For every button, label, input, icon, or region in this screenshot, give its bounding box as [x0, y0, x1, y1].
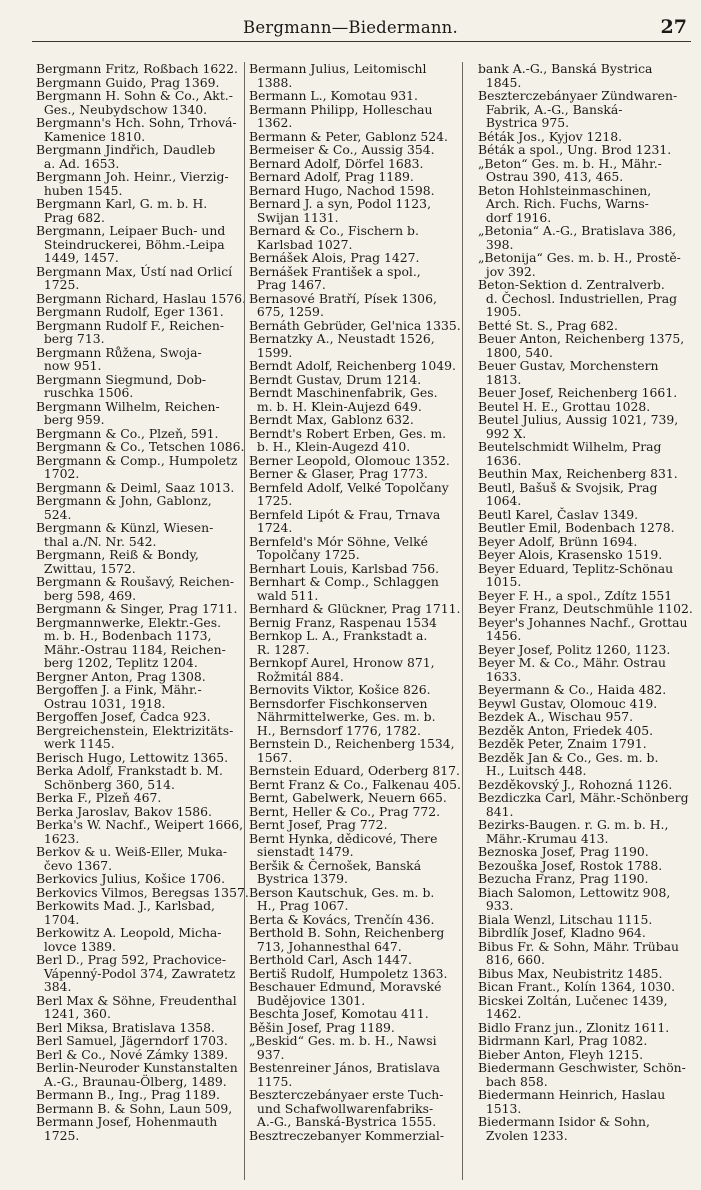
- directory-entry-line: berg 713.: [36, 331, 105, 346]
- directory-entry-line: Bernasové Bratří, Písek 1306,: [249, 290, 437, 306]
- directory-entry-line: Béták a spol., Ung. Brod 1231.: [478, 142, 672, 157]
- directory-entry-line: Berl Miksa, Bratislava 1358.: [36, 1019, 215, 1035]
- directory-entry-line: H., Prag 1067.: [249, 898, 349, 913]
- directory-entry-line: 1813.: [478, 371, 522, 387]
- page-number: 27: [660, 16, 687, 38]
- directory-entry-line: Berthold Carl, Asch 1447.: [249, 952, 412, 967]
- directory-entry-line: Beuer Anton, Reichenberg 1375,: [478, 331, 685, 346]
- directory-entry-line: berg 598, 469.: [36, 587, 137, 603]
- directory-entry-line: „Betonija“ Ges. m. b. H., Prostě-: [478, 250, 681, 265]
- directory-entry-line: Bermeiser & Co., Aussig 354.: [249, 142, 435, 157]
- directory-entry-line: Beuthin Max, Reichenberg 831.: [478, 466, 678, 481]
- directory-entry-line: Bicskei Zoltán, Lučenec 1439,: [478, 992, 668, 1008]
- directory-entry-line: Bernáth Gebrüder, Gel'nica 1335.: [249, 317, 461, 333]
- directory-entry-line: Bermann L., Komotau 931.: [249, 88, 418, 103]
- directory-entry-line: Biach Salomon, Lettowitz 908,: [478, 884, 671, 900]
- directory-entry-line: Swijan 1131.: [249, 209, 339, 225]
- directory-entry-line: Bergmann Wilhelm, Reichen-: [36, 398, 220, 414]
- directory-entry-line: Beyer Eduard, Teplitz-Schönau: [478, 560, 674, 576]
- directory-entry-line: Bergmann & Co., Tetschen 1086.: [36, 439, 245, 454]
- directory-entry-line: „Beskid“ Ges. m. b. H., Nawsi: [249, 1033, 437, 1048]
- directory-entry-line: Karlsbad 1027.: [249, 236, 353, 252]
- directory-entry-line: Bergmann & Co., Plzeň, 591.: [36, 425, 219, 441]
- directory-entry-line: Bergmann & Roušavý, Reichen-: [36, 574, 235, 589]
- directory-entry-line: lovce 1389.: [36, 938, 116, 954]
- directory-entry-line: Bergmann H. Sohn & Co., Akt.-: [36, 88, 233, 103]
- directory-entry-line: Bernovits Viktor, Košice 826.: [249, 682, 431, 697]
- directory-entry-line: Bezděk Jan & Co., Ges. m. b.: [478, 749, 659, 765]
- directory-entry-line: 937.: [249, 1046, 285, 1062]
- directory-entry-line: Nährmittelwerke, Ges. m. b.: [249, 709, 436, 724]
- directory-entry-line: Prag 682.: [36, 209, 105, 225]
- directory-entry-line: Berta & Kovács, Trenčín 436.: [249, 911, 435, 927]
- directory-entry-line: Bergmann Guido, Prag 1369.: [36, 74, 220, 90]
- directory-entry-line: 816, 660.: [478, 952, 545, 967]
- directory-entry-line: Bergmann, Leipaer Buch- und: [36, 223, 226, 238]
- directory-entry-line: Bergmann Jindřich, Daudleb: [36, 142, 216, 157]
- directory-entry-line: Bystrica 1379.: [249, 871, 348, 886]
- directory-entry-line: Bernhard & Glückner, Prag 1711.: [249, 601, 461, 616]
- directory-entry-line: 1462.: [478, 1006, 522, 1021]
- directory-entry-line: Bermann & Peter, Gablonz 524.: [249, 128, 448, 144]
- directory-entry-line: 992 X.: [478, 425, 527, 441]
- directory-entry-line: jov 392.: [478, 263, 536, 279]
- directory-entry-line: 1845.: [478, 74, 522, 90]
- directory-column-1: [36, 61, 249, 1182]
- directory-entry-line: Beschta Josef, Komotau 411.: [249, 1006, 429, 1021]
- directory-entry-line: Berka's W. Nachf., Weipert 1666,: [36, 817, 244, 832]
- directory-entry-line: Biala Wenzl, Litschau 1115.: [478, 911, 653, 927]
- directory-entry-line: 1633.: [478, 668, 522, 684]
- directory-entry-line: Berner Leopold, Olomouc 1352.: [249, 452, 450, 468]
- directory-entry-line: 1704.: [36, 911, 80, 927]
- directory-entry-line: huben 1545.: [36, 182, 123, 198]
- directory-entry-line: H., Bernsdorf 1776, 1782.: [249, 722, 421, 738]
- directory-entry-line: Berndt Gustav, Drum 1214.: [249, 371, 422, 387]
- directory-entry-line: Bergmann Joh. Heinr., Vierzig-: [36, 169, 229, 184]
- directory-entry-line: Bernard Adolf, Dörfel 1683.: [249, 155, 424, 171]
- directory-entry-line: Berkowits Mad. J., Karlsbad,: [36, 898, 215, 913]
- directory-entry-line: Berisch Hugo, Lettowitz 1365.: [36, 749, 229, 765]
- directory-entry-line: 1623.: [36, 830, 80, 846]
- directory-entry-line: Berson Kautschuk, Ges. m. b.: [249, 884, 435, 900]
- directory-entry-line: Bergoffen Josef, Čadca 923.: [36, 709, 211, 724]
- directory-entry-line: Bernkopf Aurel, Hronow 871,: [249, 655, 435, 670]
- directory-entry-line: Beutel H. E., Grottau 1028.: [478, 398, 651, 414]
- directory-entry-line: 1241, 360.: [36, 1006, 111, 1021]
- directory-entry-line: Beutl, Bašuš & Svojsik, Prag: [478, 479, 658, 495]
- directory-entry-line: Berl Samuel, Jägerndorf 1703.: [36, 1033, 228, 1048]
- directory-entry-line: 1064.: [478, 493, 522, 508]
- directory-entry-line: Bernt, Heller & Co., Prag 772.: [249, 803, 441, 819]
- directory-entry-line: Bernstein D., Reichenberg 1534,: [249, 736, 455, 751]
- directory-entry-line: Bergmann & Künzl, Wiesen-: [36, 520, 214, 535]
- directory-entry-line: Beyer Josef, Politz 1260, 1123.: [478, 641, 671, 657]
- directory-entry-line: Bernfeld's Mór Söhne, Velké: [249, 533, 428, 549]
- directory-entry-line: Beutel Julius, Aussig 1021, 739,: [478, 412, 679, 427]
- directory-entry-line: Bernig Franz, Raspenau 1534: [249, 614, 437, 630]
- directory-entry-line: Betté St. S., Prag 682.: [478, 317, 618, 333]
- directory-entry-line: Bergmann, Reiß & Bondy,: [36, 547, 199, 562]
- directory-entry-line: und Schafwollwarenfabriks-: [249, 1100, 434, 1116]
- directory-entry-line: Bibus Max, Neubistritz 1485.: [478, 965, 663, 981]
- directory-entry-line: 675, 1259.: [249, 304, 324, 319]
- directory-entry-line: 384.: [36, 979, 72, 994]
- directory-entry-line: Bernt Hynka, dědicové, There: [249, 830, 438, 846]
- directory-entry-line: Beyer Alois, Krasensko 1519.: [478, 547, 663, 562]
- directory-entry-line: 1456.: [478, 628, 522, 643]
- directory-entry-line: A.-G., Braunau-Ölberg, 1489.: [36, 1073, 227, 1089]
- directory-entry-line: 1800, 540.: [478, 344, 553, 360]
- directory-entry-line: 1449, 1457.: [36, 250, 119, 265]
- directory-entry-line: Berkov & u. Weiß-Eller, Muka-: [36, 844, 228, 859]
- directory-entry-line: Berndt Adolf, Reichenberg 1049.: [249, 358, 456, 373]
- directory-entry-line: Bernkop L. A., Frankstadt a.: [249, 628, 428, 643]
- directory-entry-line: Rožmitál 884.: [249, 668, 344, 684]
- directory-entry-line: Bergmann Siegmund, Dob-: [36, 371, 207, 387]
- page-title: Bergmann—Biedermann.: [243, 18, 458, 37]
- directory-entry-line: Bernatzky A., Neustadt 1526,: [249, 331, 435, 346]
- directory-entry-line: Topolčany 1725.: [249, 547, 360, 562]
- directory-entry-line: Bezdiczka Carl, Mähr.-Schönberg: [478, 790, 689, 805]
- directory-entry-line: Beršik & Černošek, Banská: [249, 857, 422, 873]
- directory-entry-line: Beyermann & Co., Haida 482.: [478, 682, 667, 697]
- directory-entry-line: Beschauer Edmund, Moravské: [249, 979, 442, 994]
- directory-entry-line: Bernt, Gabelwerk, Neuern 665.: [249, 790, 447, 805]
- directory-entry-line: berg 1202, Teplitz 1204.: [36, 655, 198, 670]
- directory-entry-line: 1567.: [249, 749, 293, 765]
- directory-column-2: [249, 61, 461, 1182]
- directory-entry-line: 841.: [478, 803, 514, 819]
- directory-entry-line: Berkovics Vilmos, Beregsas 1357.: [36, 884, 249, 900]
- directory-entry-line: Bezouška Josef, Rostok 1788.: [478, 857, 663, 873]
- directory-entry-line: Bergmann Max, Ústí nad Orlicí: [36, 263, 233, 279]
- directory-entry-line: Beyer's Johannes Nachf., Grottau: [478, 614, 688, 630]
- directory-entry-line: now 951.: [36, 358, 102, 373]
- directory-entry-line: 398.: [478, 236, 514, 252]
- directory-entry-line: Berl & Co., Nové Zámky 1389.: [36, 1046, 229, 1062]
- directory-entry-line: a. Ad. 1653.: [36, 155, 120, 171]
- directory-entry-line: Biedermann Geschwister, Schön-: [478, 1060, 686, 1075]
- directory-entry-line: Bernfeld Lipót & Frau, Trnava: [249, 506, 441, 522]
- directory-entry-line: 1724.: [249, 520, 293, 535]
- directory-entry-line: Berner & Glaser, Prag 1773.: [249, 466, 428, 481]
- directory-entry-line: Biedermann Heinrich, Haslau: [478, 1087, 666, 1102]
- directory-entry-line: Berthold B. Sohn, Reichenberg: [249, 925, 445, 940]
- directory-entry-line: Steindruckerei, Böhm.-Leipa: [36, 236, 225, 252]
- directory-entry-line: m. b. H. Klein-Aujezd 649.: [249, 398, 422, 414]
- directory-entry-line: Ges., Neubydschow 1340.: [36, 101, 208, 117]
- directory-entry-line: Bergmann Fritz, Roßbach 1622.: [36, 61, 238, 76]
- column-divider: [462, 62, 463, 1180]
- directory-entry-line: Beszterczebányaer Zündwaren-: [478, 88, 678, 103]
- directory-entry-line: Bibus Fr. & Sohn, Mähr. Trübau: [478, 938, 680, 954]
- directory-entry-line: Bergmann & Singer, Prag 1711.: [36, 601, 238, 616]
- directory-entry-line: Kamenice 1810.: [36, 128, 146, 144]
- directory-entry-line: 1725.: [36, 1127, 80, 1143]
- directory-entry-line: Bergreichenstein, Elektrizitäts-: [36, 722, 234, 738]
- directory-entry-line: „Beton“ Ges. m. b. H., Mähr.-: [478, 155, 662, 171]
- directory-entry-line: Bergoffen J. a Fink, Mähr.-: [36, 682, 202, 697]
- directory-entry-line: Bernášek Alois, Prag 1427.: [249, 250, 420, 265]
- directory-entry-line: bach 858.: [478, 1073, 548, 1089]
- directory-entry-line: Beyer F. H., a spol., Zdítz 1551: [478, 587, 673, 603]
- directory-entry-line: Beuer Gustav, Morchenstern: [478, 358, 659, 373]
- directory-entry-line: Bermann Julius, Leitomischl: [249, 61, 427, 76]
- directory-entry-line: „Betonia“ A.-G., Bratislava 386,: [478, 223, 677, 238]
- directory-entry-line: Bergmann Karl, G. m. b. H.: [36, 196, 208, 211]
- directory-entry-line: 1015.: [478, 574, 522, 589]
- directory-entry-line: b. H., Klein-Augezd 410.: [249, 439, 411, 454]
- directory-entry-line: Bergmannwerke, Elektr.-Ges.: [36, 614, 222, 630]
- directory-entry-line: Bestenreiner János, Bratislava: [249, 1060, 440, 1075]
- directory-entry-line: Ostrau 1031, 1918.: [36, 695, 166, 711]
- directory-entry-line: Berndt Maschinenfabrik, Ges.: [249, 385, 438, 400]
- directory-entry-line: 1513.: [478, 1100, 522, 1116]
- directory-entry-line: Bernášek František a spol.,: [249, 263, 421, 279]
- directory-entry-line: Bergmann's Hch. Sohn, Trhová-: [36, 115, 237, 130]
- directory-entry-line: 1725.: [249, 493, 293, 508]
- directory-entry-line: Bermann B. & Sohn, Laun 509,: [36, 1100, 233, 1116]
- directory-entry-line: 1636.: [478, 452, 522, 468]
- directory-entry-line: Schönberg 360, 514.: [36, 776, 175, 792]
- directory-entry-line: Bernstein Eduard, Oderberg 817.: [249, 763, 460, 778]
- directory-entry-line: 1388.: [249, 74, 293, 90]
- directory-entry-line: Bystrica 975.: [478, 115, 570, 130]
- directory-entry-line: Beyer M. & Co., Mähr. Ostrau: [478, 655, 666, 670]
- directory-entry-line: Bermann Philipp, Holleschau: [249, 101, 433, 117]
- directory-entry-line: Bermann Josef, Hohenmauth: [36, 1114, 218, 1129]
- column-divider: [244, 62, 245, 1180]
- directory-entry-line: Bernt Josef, Prag 772.: [249, 817, 388, 832]
- directory-entry-line: berg 959.: [36, 412, 105, 427]
- directory-entry-line: Berndt's Robert Erben, Ges. m.: [249, 425, 447, 441]
- directory-entry-line: Beton-Sektion d. Zentralverb.: [478, 277, 665, 292]
- directory-entry-line: Berka Jaroslav, Bakov 1586.: [36, 803, 212, 819]
- directory-entry-line: čevo 1367.: [36, 857, 113, 873]
- directory-entry-line: d. Čechosl. Industriellen, Prag: [478, 290, 678, 306]
- directory-entry-line: Bergmann Růžena, Swoja-: [36, 344, 202, 360]
- directory-entry-line: Bergmann Richard, Haslau 1576.: [36, 290, 246, 306]
- directory-entry-line: A.-G., Banská-Bystrica 1555.: [249, 1114, 437, 1129]
- directory-entry-line: 1702.: [36, 466, 80, 481]
- directory-entry-line: dorf 1916.: [478, 209, 552, 225]
- directory-entry-line: thal a./N. Nr. 542.: [36, 533, 157, 549]
- directory-entry-line: Berl D., Prag 592, Prachovice-: [36, 952, 227, 967]
- directory-entry-line: Beznoska Josef, Prag 1190.: [478, 844, 649, 859]
- directory-entry-line: Bergmann & Deiml, Saaz 1013.: [36, 479, 235, 495]
- directory-entry-line: Vápenný-Podol 374, Zawratetz: [36, 965, 236, 981]
- directory-entry-line: Budějovice 1301.: [249, 992, 366, 1008]
- directory-entry-line: Bermann B., Ing., Prag 1189.: [36, 1087, 220, 1102]
- directory-entry-line: 933.: [478, 898, 514, 913]
- directory-entry-line: bank A.-G., Banská Bystrica: [478, 61, 653, 76]
- directory-entry-line: Zvolen 1233.: [478, 1127, 568, 1143]
- directory-entry-line: Bergner Anton, Prag 1308.: [36, 668, 206, 684]
- directory-entry-line: Beyer Franz, Deutschmühle 1102.: [478, 601, 693, 616]
- directory-entry-line: 1362.: [249, 115, 293, 130]
- directory-entry-line: Ostrau 390, 413, 465.: [478, 169, 624, 184]
- directory-entry-line: Bieber Anton, Fleyh 1215.: [478, 1046, 644, 1062]
- directory-entry-line: Berkowitz A. Leopold, Micha-: [36, 925, 222, 940]
- directory-entry-line: Arch. Rich. Fuchs, Warns-: [478, 196, 649, 211]
- directory-entry-line: H., Luitsch 448.: [478, 763, 587, 778]
- directory-entry-line: Bernard J. a syn, Podol 1123,: [249, 196, 432, 211]
- directory-entry-line: werk 1145.: [36, 736, 115, 751]
- directory-entry-line: Bernard & Co., Fischern b.: [249, 223, 419, 238]
- directory-entry-line: Bezucha Franz, Prag 1190.: [478, 871, 649, 886]
- directory-entry-line: Zwittau, 1572.: [36, 560, 136, 576]
- directory-entry-line: Běšin Josef, Prag 1189.: [249, 1019, 395, 1035]
- directory-entry-line: Bezirks-Baugen. r. G. m. b. H.,: [478, 817, 669, 832]
- directory-entry-line: Bernsdorfer Fischkonserven: [249, 695, 428, 711]
- directory-entry-line: Bibrdlík Josef, Kladno 964.: [478, 925, 646, 940]
- directory-entry-line: Béták Jos., Kyjov 1218.: [478, 128, 623, 144]
- directory-entry-line: Mähr.-Ostrau 1184, Reichen-: [36, 641, 226, 657]
- directory-entry-line: Beyer Adolf, Brünn 1694.: [478, 533, 638, 549]
- directory-entry-line: Beuer Josef, Reichenberg 1661.: [478, 385, 678, 400]
- directory-entry-line: Berka Adolf, Frankstadt b. M.: [36, 763, 223, 778]
- directory-entry-line: Beutelschmidt Wilhelm, Prag: [478, 439, 662, 454]
- directory-entry-line: Biedermann Isidor & Sohn,: [478, 1114, 650, 1129]
- directory-entry-line: Beutler Emil, Bodenbach 1278.: [478, 520, 675, 535]
- directory-entry-line: Beszterczebányaer erste Tuch-: [249, 1087, 444, 1102]
- directory-entry-line: Bergmann & John, Gablonz,: [36, 493, 212, 508]
- directory-entry-line: ruschka 1506.: [36, 385, 134, 400]
- directory-entry-line: Bezdek A., Wischau 957.: [478, 709, 634, 724]
- directory-entry-line: Bernhart & Comp., Schlaggen: [249, 574, 439, 589]
- directory-entry-line: Bergmann Rudolf, Eger 1361.: [36, 304, 224, 319]
- directory-entry-line: 1599.: [249, 344, 293, 360]
- directory-entry-line: Bezděk Anton, Friedek 405.: [478, 722, 654, 738]
- directory-column-3: [478, 62, 694, 1182]
- directory-entry-line: Beywl Gustav, Olomouc 419.: [478, 695, 658, 711]
- directory-entry-line: R. 1287.: [249, 641, 310, 657]
- directory-entry-line: 1725.: [36, 277, 80, 292]
- directory-entry-line: Bidrmann Karl, Prag 1082.: [478, 1033, 648, 1048]
- directory-entry-line: 1175.: [249, 1073, 293, 1089]
- directory-entry-line: 1905.: [478, 304, 522, 319]
- directory-entry-line: 713, Johannesthal 647.: [249, 938, 402, 954]
- directory-entry-line: Beton Hohlsteinmaschinen,: [478, 182, 652, 198]
- directory-entry-line: Berlin-Neuroder Kunstanstalten: [36, 1060, 238, 1075]
- directory-entry-line: Bernhart Louis, Karlsbad 756.: [249, 560, 440, 576]
- directory-entry-line: Prag 1467.: [249, 277, 326, 292]
- directory-entry-line: Bernfeld Adolf, Velké Topolčany: [249, 479, 449, 495]
- directory-entry-line: Besztreczebanyer Kommerzial-: [249, 1127, 445, 1143]
- directory-entry-line: Bican Frant., Kolín 1364, 1030.: [478, 979, 676, 994]
- directory-entry-line: Berndt Max, Gablonz 632.: [249, 412, 414, 427]
- directory-entry-line: Beutl Karel, Časlav 1349.: [478, 506, 639, 522]
- directory-entry-line: Bernard Adolf, Prag 1189.: [249, 169, 414, 184]
- directory-entry-line: Berl Max & Söhne, Freudenthal: [36, 992, 237, 1008]
- directory-entry-line: Bertiš Rudolf, Humpoletz 1363.: [249, 965, 448, 981]
- directory-entry-line: Bezděk Peter, Znaim 1791.: [478, 736, 647, 751]
- directory-entry-line: Bergmann Rudolf F., Reichen-: [36, 317, 225, 333]
- page-header: [0, 0, 701, 48]
- directory-entry-line: Bidlo Franz jun., Zlonitz 1611.: [478, 1019, 670, 1035]
- directory-entry-line: Bergmann & Comp., Humpoletz: [36, 452, 238, 468]
- directory-entry-line: sienstadt 1479.: [249, 844, 354, 859]
- directory-entry-line: Bernt Franz & Co., Falkenau 405.: [249, 776, 461, 792]
- directory-entry-line: Berka F., Plzeň 467.: [36, 790, 162, 805]
- directory-entry-line: 524.: [36, 506, 72, 522]
- directory-entry-line: Fabrik, A.-G., Banská-: [478, 101, 623, 117]
- directory-entry-line: Mähr.-Krumau 413.: [478, 830, 609, 846]
- directory-entry-line: Bezděkovský J., Rohozná 1126.: [478, 776, 673, 792]
- directory-entry-line: Berkovics Julius, Košice 1706.: [36, 871, 226, 886]
- directory-entry-line: Bernard Hugo, Nachod 1598.: [249, 182, 435, 198]
- header-rule: [32, 41, 691, 42]
- directory-entry-line: wald 511.: [249, 587, 319, 603]
- directory-entry-line: m. b. H., Bodenbach 1173,: [36, 628, 212, 643]
